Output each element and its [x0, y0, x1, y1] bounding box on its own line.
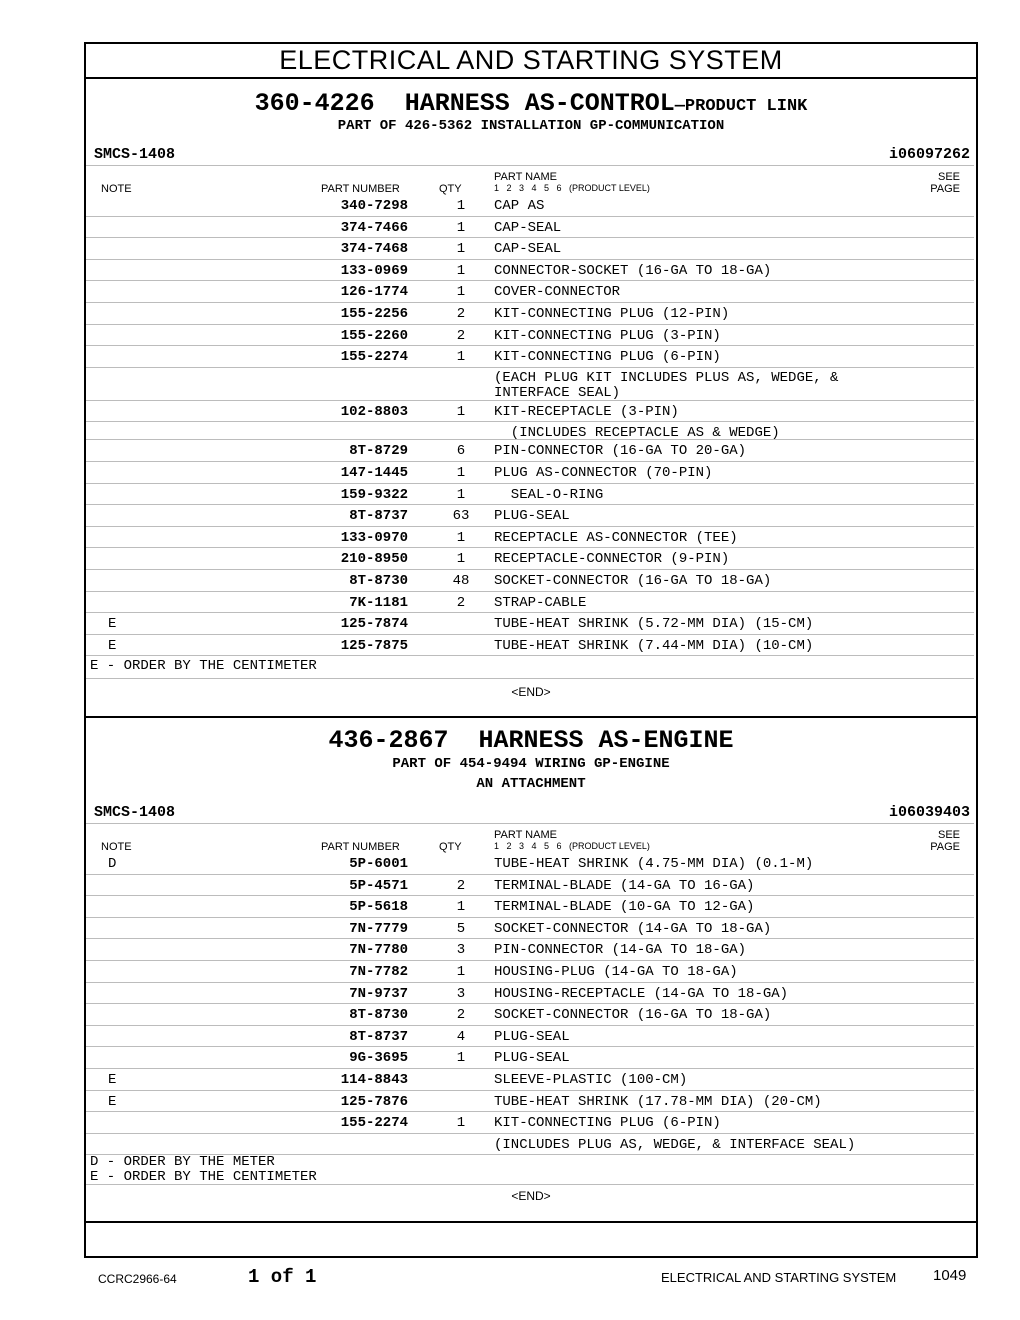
- section2-name: HARNESS AS-ENGINE: [478, 726, 734, 755]
- part-name-cell: TUBE-HEAT SHRINK (17.78-MM DIA) (20-CM): [494, 1093, 822, 1110]
- parts-row: [86, 1091, 974, 1113]
- part-number-cell: 8T-8737: [349, 1028, 408, 1045]
- qty-cell: 1: [456, 465, 466, 481]
- parts-row: [86, 325, 974, 347]
- qty-cell: 3: [456, 942, 466, 959]
- note-cell: E: [108, 1072, 117, 1088]
- note-cell: E: [108, 616, 117, 633]
- product-level-header: 1 2 3 4 5 6 (PRODUCT LEVEL): [494, 841, 650, 851]
- parts-row: [86, 1112, 974, 1134]
- part-name-cell: PLUG AS-CONNECTOR (70-PIN): [494, 465, 713, 481]
- parts-row: [86, 527, 974, 549]
- parts-row: [86, 853, 974, 875]
- part-number-cell: 125-7876: [340, 1093, 408, 1110]
- parts-row: [86, 303, 974, 325]
- parts-row: [86, 1004, 974, 1026]
- qty-cell: 1: [456, 219, 466, 236]
- part-number-cell: 125-7874: [340, 616, 408, 633]
- section1-subtitle: PART OF 426-5362 INSTALLATION GP-COMMUNICATION: [337, 118, 725, 134]
- note-header: NOTE: [101, 841, 132, 853]
- parts-row: [86, 939, 974, 961]
- parts-row: [86, 635, 974, 657]
- parts-row: [86, 961, 974, 983]
- footer-page-count: 1 of 1: [248, 1266, 317, 1288]
- qty-cell: 1: [456, 262, 466, 279]
- parts-row: [86, 505, 974, 527]
- part-name-cell: CAP-SEAL: [494, 219, 562, 236]
- qty-cell: 2: [456, 594, 466, 611]
- parts-row: [86, 918, 974, 940]
- part-name-cell: SOCKET-CONNECTOR (14-GA TO 18-GA): [494, 920, 772, 937]
- part-name-header: PART NAME: [494, 829, 557, 841]
- part-number-cell: 210-8950: [340, 551, 408, 568]
- part-name-cell: KIT-CONNECTING PLUG (12-PIN): [494, 306, 730, 322]
- parts-row: [86, 346, 974, 368]
- part-name-cell: CAP-SEAL: [494, 241, 562, 258]
- footer-section-title: ELECTRICAL AND STARTING SYSTEM: [661, 1270, 897, 1285]
- parts-row: [86, 462, 974, 484]
- part-number-cell: 5P-4571: [349, 877, 408, 894]
- note-header: NOTE: [101, 183, 132, 195]
- part-number-cell: 7K-1181: [349, 594, 408, 611]
- part-number-cell: 126-1774: [340, 284, 408, 301]
- section1-suffix: —PRODUCT LINK: [674, 97, 808, 116]
- parts-row: [86, 570, 974, 592]
- qty-cell: 1: [456, 241, 466, 258]
- part-name-cell: RECEPTACLE AS-CONNECTOR (TEE): [494, 529, 738, 546]
- part-number-cell: 155-2274: [340, 1115, 408, 1132]
- part-name-header: PART NAME: [494, 171, 557, 183]
- part-name-cell: SEAL-O-RING: [494, 486, 604, 503]
- qty-cell: 1: [456, 403, 466, 420]
- page-header: PAGE: [930, 183, 960, 195]
- product-level-header: 1 2 3 4 5 6 (PRODUCT LEVEL): [494, 183, 650, 193]
- bottom-divider: [86, 1221, 976, 1223]
- part-number-cell: 125-7875: [340, 637, 408, 654]
- qty-cell: 4: [456, 1028, 466, 1045]
- part-number-cell: 8T-8729: [349, 443, 408, 460]
- parts-row: [86, 1134, 974, 1156]
- parts-row: [86, 401, 974, 423]
- qty-cell: 6: [456, 443, 466, 460]
- section2-end-marker: <END>: [511, 1189, 551, 1203]
- parts-row: [86, 1069, 974, 1091]
- section1-smcs: SMCS-1408: [94, 146, 176, 163]
- section1-notes-rule: [86, 678, 974, 679]
- section1-column-header: [86, 171, 976, 195]
- part-number-cell: 155-2260: [340, 327, 408, 344]
- part-number-cell: 102-8803: [340, 403, 408, 420]
- section1-name: HARNESS AS-CONTROL: [404, 89, 675, 118]
- section-divider: [86, 716, 976, 718]
- qty-cell: 1: [456, 349, 466, 366]
- parts-row: [86, 896, 974, 918]
- parts-row: [86, 592, 974, 614]
- part-name-cell: KIT-CONNECTING PLUG (6-PIN): [494, 349, 721, 366]
- section2-illustration-id: i06039403: [888, 804, 970, 821]
- section1-notes: E - ORDER BY THE CENTIMETER: [90, 658, 317, 674]
- part-name-cell: HOUSING-PLUG (14-GA TO 18-GA): [494, 964, 738, 980]
- part-number-cell: 114-8843: [340, 1072, 408, 1088]
- part-number-cell: 7N-7780: [349, 942, 408, 959]
- section2-notes-rule: [86, 1184, 974, 1185]
- see-header: SEE: [937, 829, 960, 841]
- part-name-cell: TUBE-HEAT SHRINK (5.72-MM DIA) (15-CM): [494, 616, 814, 633]
- part-number-cell: 7N-7779: [349, 920, 408, 937]
- parts-row: [86, 1026, 974, 1048]
- part-number-cell: 8T-8730: [349, 1007, 408, 1024]
- part-number-header: PART NUMBER: [321, 183, 400, 195]
- page-frame: [84, 42, 978, 1258]
- part-number-cell: 155-2256: [340, 306, 408, 322]
- part-name-cell: KIT-CONNECTING PLUG (6-PIN): [494, 1115, 721, 1132]
- section1-title: [86, 89, 976, 118]
- parts-row: [86, 281, 974, 303]
- part-name-cell: (INCLUDES PLUG AS, WEDGE, & INTERFACE SEAL): [494, 1136, 856, 1153]
- parts-row: [86, 548, 974, 570]
- note-cell: E: [108, 1093, 117, 1110]
- section2-notes: D - ORDER BY THE METER E - ORDER BY THE CENTIMETER: [90, 1154, 317, 1185]
- section2-title: [86, 726, 976, 755]
- parts-row: [86, 1047, 974, 1069]
- part-name-cell: TERMINAL-BLADE (14-GA TO 16-GA): [494, 877, 755, 894]
- part-name-cell: PLUG-SEAL: [494, 508, 570, 525]
- qty-cell: 1: [456, 529, 466, 546]
- qty-cell: 2: [456, 327, 466, 344]
- part-number-cell: 7N-7782: [349, 964, 408, 980]
- part-number-cell: 9G-3695: [349, 1050, 408, 1067]
- qty-cell: 63: [452, 508, 470, 525]
- part-name-cell: PIN-CONNECTOR (16-GA TO 20-GA): [494, 443, 747, 460]
- part-number-cell: 155-2274: [340, 349, 408, 366]
- parts-row: [86, 484, 974, 506]
- section1-end-marker: <END>: [511, 685, 551, 699]
- qty-cell: 2: [456, 306, 466, 322]
- section2-column-header: [86, 829, 976, 853]
- part-number-cell: 8T-8737: [349, 508, 408, 525]
- qty-cell: 2: [456, 1007, 466, 1024]
- see-header: SEE: [937, 171, 960, 183]
- qty-cell: 1: [456, 486, 466, 503]
- part-name-cell: SLEEVE-PLASTIC (100-CM): [494, 1072, 688, 1088]
- part-name-cell: SOCKET-CONNECTOR (16-GA TO 18-GA): [494, 1007, 772, 1024]
- part-name-cell: SOCKET-CONNECTOR (16-GA TO 18-GA): [494, 573, 772, 589]
- qty-cell: 1: [456, 964, 466, 980]
- section1-illustration-id: i06097262: [888, 146, 970, 163]
- parts-row: [86, 260, 974, 282]
- parts-row: [86, 217, 974, 239]
- part-name-cell: PIN-CONNECTOR (14-GA TO 18-GA): [494, 942, 747, 959]
- part-name-cell: PLUG-SEAL: [494, 1028, 570, 1045]
- part-name-cell: TERMINAL-BLADE (10-GA TO 12-GA): [494, 899, 755, 916]
- section2-subtitle-2: AN ATTACHMENT: [476, 776, 586, 792]
- qty-cell: 2: [456, 877, 466, 894]
- part-number-cell: 5P-6001: [349, 856, 408, 872]
- page-header: PAGE: [930, 841, 960, 853]
- part-number-cell: 133-0969: [340, 262, 408, 279]
- part-name-cell: CAP AS: [494, 198, 545, 214]
- part-number-cell: 147-1445: [340, 465, 408, 481]
- part-name-cell: KIT-RECEPTACLE (3-PIN): [494, 403, 679, 420]
- part-name-cell: HOUSING-RECEPTACLE (14-GA TO 18-GA): [494, 985, 789, 1002]
- qty-cell: 1: [456, 1050, 466, 1067]
- qty-cell: 1: [456, 198, 466, 214]
- parts-row: [86, 440, 974, 462]
- part-name-cell: (EACH PLUG KIT INCLUDES PLUS AS, WEDGE, & INTERFACE SEAL): [494, 369, 839, 401]
- part-number-header: PART NUMBER: [321, 841, 400, 853]
- part-name-cell: (INCLUDES RECEPTACLE AS & WEDGE): [494, 425, 780, 442]
- section1-header-rule: [86, 165, 974, 166]
- part-number-cell: 159-9322: [340, 486, 408, 503]
- qty-header: QTY: [439, 841, 462, 853]
- qty-cell: 3: [456, 985, 466, 1002]
- parts-row: [86, 238, 974, 260]
- part-number-cell: 374-7466: [340, 219, 408, 236]
- part-name-cell: TUBE-HEAT SHRINK (4.75-MM DIA) (0.1-M): [494, 856, 814, 872]
- qty-cell: 48: [452, 573, 470, 589]
- part-name-cell: TUBE-HEAT SHRINK (7.44-MM DIA) (10-CM): [494, 637, 814, 654]
- part-number-cell: 374-7468: [340, 241, 408, 258]
- part-number-cell: 340-7298: [340, 198, 408, 214]
- section2-header-rule: [86, 823, 974, 824]
- part-number-cell: 5P-5618: [349, 899, 408, 916]
- part-name-cell: CONNECTOR-SOCKET (16-GA TO 18-GA): [494, 262, 772, 279]
- part-number-cell: 8T-8730: [349, 573, 408, 589]
- section2-number: 436-2867: [328, 726, 449, 755]
- part-number-cell: 133-0970: [340, 529, 408, 546]
- parts-row: [86, 983, 974, 1005]
- qty-header: QTY: [439, 183, 462, 195]
- qty-cell: 1: [456, 284, 466, 301]
- qty-cell: 1: [456, 551, 466, 568]
- parts-row: [86, 422, 974, 440]
- qty-cell: 1: [456, 1115, 466, 1132]
- parts-row: [86, 613, 974, 635]
- footer-page-number: 1049: [933, 1267, 967, 1284]
- note-cell: E: [108, 637, 117, 654]
- section2-smcs: SMCS-1408: [94, 804, 176, 821]
- qty-cell: 1: [456, 899, 466, 916]
- section2-subtitle: PART OF 454-9494 WIRING GP-ENGINE: [392, 756, 670, 772]
- note-cell: D: [108, 856, 117, 872]
- page-banner: ELECTRICAL AND STARTING SYSTEM: [86, 44, 976, 79]
- parts-row: [86, 875, 974, 897]
- part-name-cell: RECEPTACLE-CONNECTOR (9-PIN): [494, 551, 730, 568]
- part-name-cell: KIT-CONNECTING PLUG (3-PIN): [494, 327, 721, 344]
- parts-row: [86, 368, 974, 401]
- footer-code: CCRC2966-64: [98, 1272, 177, 1286]
- section1-number: 360-4226: [254, 89, 375, 118]
- part-name-cell: COVER-CONNECTOR: [494, 284, 621, 301]
- part-name-cell: STRAP-CABLE: [494, 594, 587, 611]
- part-name-cell: PLUG-SEAL: [494, 1050, 570, 1067]
- part-number-cell: 7N-9737: [349, 985, 408, 1002]
- parts-row: [86, 195, 974, 217]
- qty-cell: 5: [456, 920, 466, 937]
